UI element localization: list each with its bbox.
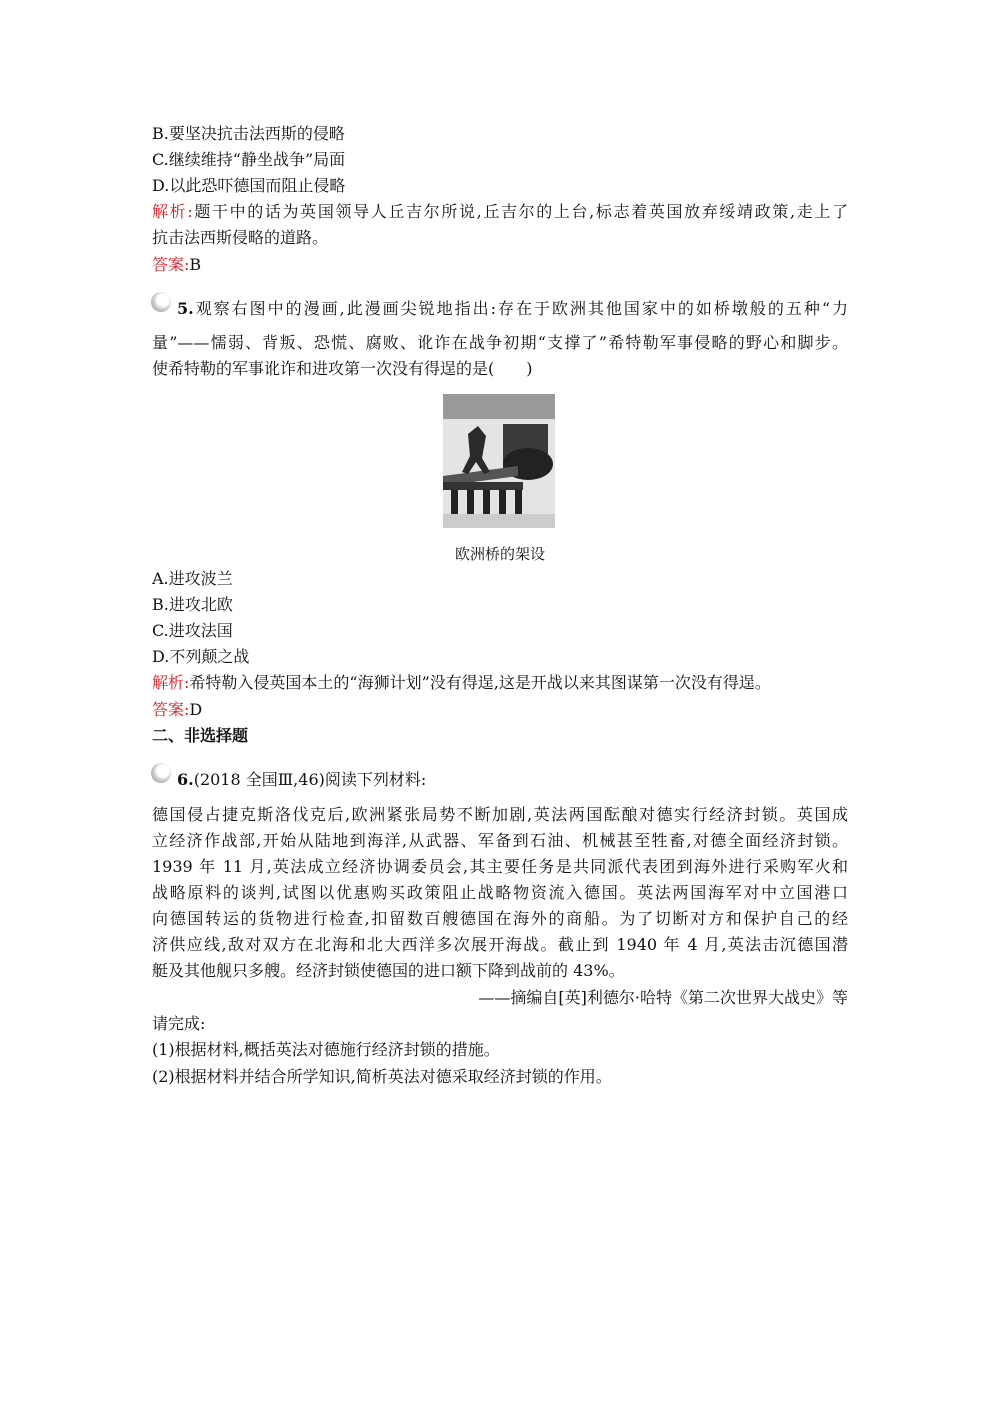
q5-option-a: A.进攻波兰 — [152, 569, 233, 588]
analysis-text: 希特勒入侵英国本土的“海狮计划”没有得逞,这是开战以来其图谋第一次没有得逞。 — [189, 673, 771, 692]
material-line: 济供应线,敌对双方在北海和北大西洋多次展开海战。截止到 1940 年 4 月,英法击沉德国潜 — [152, 935, 848, 954]
q5-option-b: B.进攻北欧 — [152, 595, 233, 614]
q5-option-d: D.不列颠之战 — [152, 647, 250, 666]
material-line: 德国侵占捷克斯洛伐克后,欧洲紧张局势不断加剧,英法两国酝酿对德实行经济封锁。英国成 — [152, 805, 848, 824]
material-line: 向德国转运的货物进行检查,扣留数百艘德国在海外的商船。为了切断对方和保护自己的经 — [152, 909, 848, 928]
q5-stem-line: 量”——懦弱、背叛、恐慌、腐败、讹诈在战争初期“支撑了”希特勒军事侵略的野心和脚步。 — [152, 333, 848, 352]
answer-label: 答案: — [152, 255, 190, 274]
material-source: ——摘编自[英]利德尔·哈特《第二次世界大战史》等 — [478, 988, 848, 1007]
q6-subquestion-1: (1)根据材料,概括英法对德施行经济封锁的措施。 — [152, 1040, 500, 1059]
cartoon-image — [443, 394, 555, 528]
q5-stem-line: 观察右图中的漫画,此漫画尖锐地指出:存在于欧洲其他国家中的如桥墩般的五种“力 — [193, 299, 848, 318]
q6-prompt: 请完成: — [152, 1014, 206, 1033]
q4-analysis-cont: 抗击法西斯侵略的道路。 — [152, 228, 329, 247]
q4-answer — [152, 255, 201, 275]
analysis-label: 解析: — [152, 673, 190, 692]
q6-stem — [177, 770, 426, 790]
q6-stem-text: (2018 全国Ⅲ,46)阅读下列材料: — [193, 770, 427, 789]
q4-option-b: B.要坚决抗击法西斯的侵略 — [152, 124, 345, 143]
q4-option-c: C.继续维持“静坐战争”局面 — [152, 150, 346, 169]
q5-number: 5. — [177, 299, 194, 318]
material-line: 艇及其他舰只多艘。经济封锁使德国的进口额下降到战前的 43%。 — [152, 961, 625, 980]
analysis-text: 题干中的话为英国领导人丘吉尔所说,丘吉尔的上台,标志着英国放弃绥靖政策,走上了 — [192, 202, 848, 221]
answer-value: D — [189, 700, 203, 719]
analysis-label: 解析: — [152, 202, 193, 221]
answer-label: 答案: — [152, 700, 190, 719]
q5-stem — [177, 299, 848, 319]
q4-analysis — [152, 202, 848, 222]
answer-value: B — [189, 255, 202, 274]
q5-stem-line: 使希特勒的军事讹诈和进攻第一次没有得逞的是( ) — [152, 359, 533, 378]
q6-subquestion-2: (2)根据材料并结合所学知识,简析英法对德采取经济封锁的作用。 — [152, 1067, 612, 1086]
q5-answer — [152, 700, 202, 720]
question-bullet-icon — [151, 763, 171, 783]
material-line: 1939 年 11 月,英法成立经济协调委员会,其主要任务是共同派代表团到海外进行采购军火和 — [152, 857, 848, 876]
material-line: 战略原料的谈判,试图以优惠购买政策阻止战略物资流入德国。英法两国海军对中立国港口 — [152, 883, 848, 902]
q6-number: 6. — [177, 770, 194, 789]
q4-option-d: D.以此恐吓德国而阻止侵略 — [152, 176, 346, 195]
question-bullet-icon — [151, 292, 171, 312]
image-caption: 欧洲桥的架设 — [454, 545, 545, 563]
q5-analysis — [152, 673, 771, 693]
section-title: 二、非选择题 — [152, 726, 249, 745]
material-line: 立经济作战部,开始从陆地到海洋,从武器、军备到石油、机械甚至牲畜,对德全面经济封锁。 — [152, 831, 848, 850]
q5-option-c: C.进攻法国 — [152, 621, 233, 640]
